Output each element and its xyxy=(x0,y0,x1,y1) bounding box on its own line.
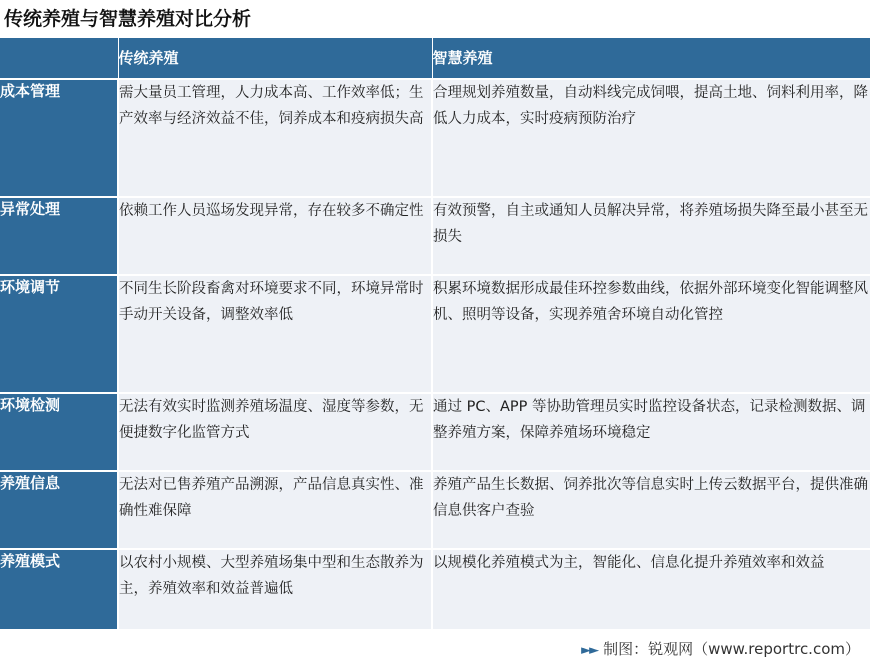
header-traditional: 传统养殖 xyxy=(118,38,432,79)
smart-cell: 通过 PC、APP 等协助管理员实时监控设备状态，记录检测数据、调整养殖方案，保障养殖场环境稳定 xyxy=(432,393,870,471)
table-header-row xyxy=(0,38,870,79)
source-text: 制图：锐观网（www.reportrc.com） xyxy=(603,640,860,658)
smart-cell: 有效预警，自主或通知人员解决异常，将养殖场损失降至最小甚至无损失 xyxy=(432,197,870,275)
header-empty xyxy=(0,38,118,79)
row-label: 成本管理 xyxy=(0,79,118,197)
row-label: 环境检测 xyxy=(0,393,118,471)
traditional-cell: 需大量员工管理，人力成本高、工作效率低；生产效率与经济效益不佳，饲养成本和疫病损失高 xyxy=(118,79,432,197)
traditional-cell: 无法对已售养殖产品溯源，产品信息真实性、准确性难保障 xyxy=(118,471,432,549)
smart-cell: 养殖产品生长数据、饲养批次等信息实时上传云数据平台，提供准确信息供客户查验 xyxy=(432,471,870,549)
traditional-cell: 无法有效实时监测养殖场温度、湿度等参数，无便捷数字化监管方式 xyxy=(118,393,432,471)
smart-cell: 积累环境数据形成最佳环控参数曲线，依据外部环境变化智能调整风机、照明等设备，实现养殖舍环境自动化管控 xyxy=(432,275,870,393)
header-smart: 智慧养殖 xyxy=(432,38,870,79)
traditional-cell: 不同生长阶段畜禽对环境要求不同，环境异常时手动开关设备，调整效率低 xyxy=(118,275,432,393)
table-row xyxy=(0,393,870,471)
smart-cell: 合理规划养殖数量，自动料线完成饲喂，提高土地、饲料利用率，降低人力成本，实时疫病预防治疗 xyxy=(432,79,870,197)
play-arrows-icon: ►► xyxy=(581,643,598,658)
table-row xyxy=(0,197,870,275)
table-row xyxy=(0,471,870,549)
table-row xyxy=(0,275,870,393)
table-row xyxy=(0,549,870,629)
source-credit xyxy=(581,637,860,663)
table-row xyxy=(0,79,870,197)
row-label: 环境调节 xyxy=(0,275,118,393)
traditional-cell: 以农村小规模、大型养殖场集中型和生态散养为主，养殖效率和效益普遍低 xyxy=(118,549,432,629)
traditional-cell: 依赖工作人员巡场发现异常，存在较多不确定性 xyxy=(118,197,432,275)
page-title: 传统养殖与智慧养殖对比分析 xyxy=(4,8,252,30)
row-label: 养殖模式 xyxy=(0,549,118,629)
row-label: 养殖信息 xyxy=(0,471,118,549)
row-label: 异常处理 xyxy=(0,197,118,275)
comparison-table xyxy=(0,38,871,629)
smart-cell: 以规模化养殖模式为主，智能化、信息化提升养殖效率和效益 xyxy=(432,549,870,629)
